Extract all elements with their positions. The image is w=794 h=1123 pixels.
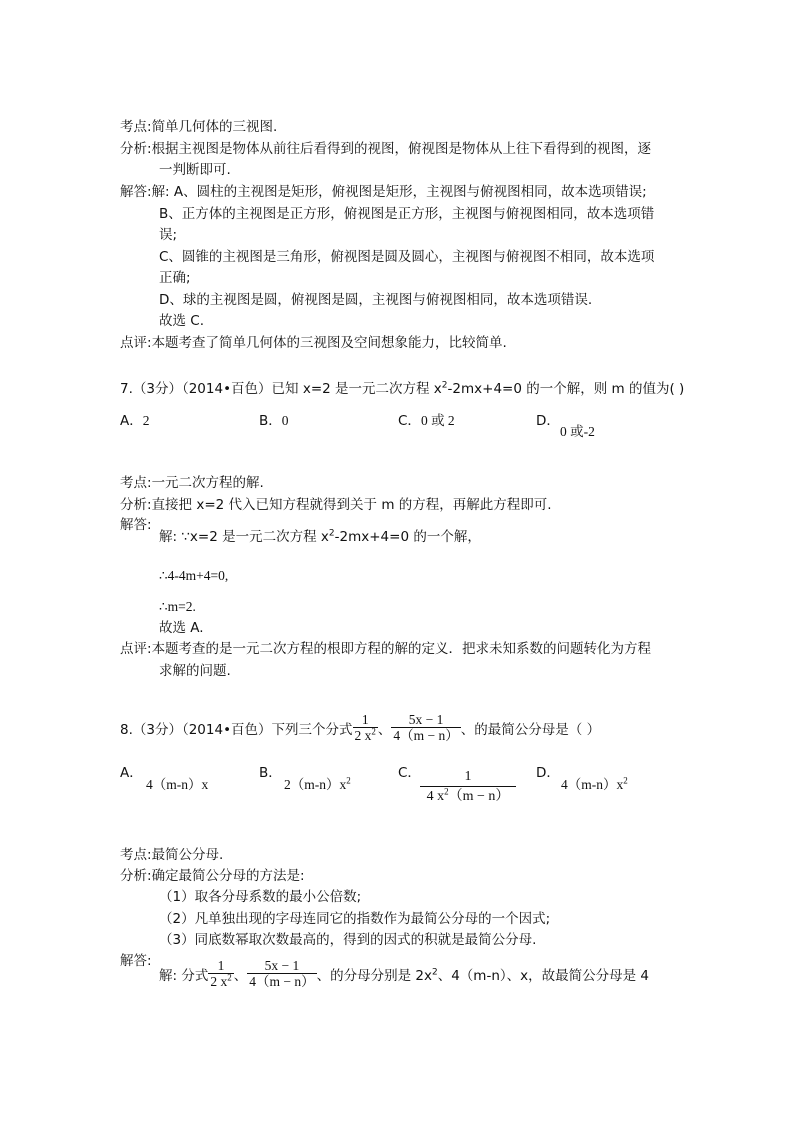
- q7-option-label: B．: [259, 413, 282, 429]
- q8-jieda-fraction-2: [247, 958, 316, 990]
- q6-jieda-line: 误;: [159, 227, 178, 243]
- q7-dianping-line1: 本题考查的是一元二次方程的根即方程的解的定义．把求未知系数的问题转化为方程: [151, 641, 652, 657]
- q7-fenxi-text: 直接把 x=2 代入已知方程就得到关于 m 的方程，再解此方程即可.: [151, 497, 552, 513]
- q8-frac1-den-base: 2 x: [354, 728, 372, 743]
- q8-jieda-frac1-numerator: 1: [217, 958, 225, 973]
- q8-jieda-separator: 、: [316, 968, 331, 984]
- q7-option-b[interactable]: [259, 412, 289, 430]
- q8-jieda-separator: 、: [233, 968, 248, 984]
- q7-option-value: 0: [281, 413, 289, 428]
- q7-jieda-line1-prefix: 解: ∵x=2 是一元二次方程 x: [159, 529, 329, 545]
- q7-option-d-value: 0 或-2: [560, 424, 595, 439]
- q7-option-c[interactable]: [398, 412, 455, 430]
- q8-kaodian-text: 最简公分母.: [151, 847, 224, 863]
- q8-option-d-label[interactable]: D．: [536, 765, 560, 781]
- q6-jieda-line: 正确;: [159, 270, 191, 286]
- q7-option-value: 2: [142, 413, 150, 428]
- q8-jieda-prefix: 解: 分式: [159, 968, 209, 984]
- q8-option-d-base: 4（m-n）x: [561, 777, 624, 792]
- q7-jieda-line1: [159, 528, 481, 546]
- q7-kaodian-label: 考点:: [120, 475, 152, 491]
- q8-option-d-exp: 2: [623, 775, 628, 786]
- q6-fenxi-line1: 根据主视图是物体从前往后看得到的视图，俯视图是物体从上往下看得到的视图，逐: [151, 141, 652, 157]
- q8-separator: 、: [377, 722, 392, 738]
- q8-jieda-fraction-1: [208, 958, 233, 990]
- q6-dianping-label: 点评:: [120, 335, 152, 351]
- q8-jieda-suffix: 、4（m-n）、x，故最简公分母是 4: [437, 968, 649, 984]
- q6-jieda-line: C、圆锥的主视图是三角形，俯视图是圆及圆心，主视图与俯视图不相同，故本选项: [159, 249, 655, 265]
- q8-option-c-den-suffix: （m − n）: [448, 789, 510, 804]
- q6-dianping-text: 本题考查了简单几何体的三视图及空间想象能力，比较简单.: [151, 335, 507, 351]
- q6-jieda-label: 解答:: [120, 184, 152, 200]
- q7-stem: [120, 380, 684, 398]
- q8-kaodian: [120, 846, 223, 864]
- q8-option-c-fraction: [420, 768, 516, 807]
- q8-stem-prefix: 8.（3分）（2014•百色）下列三个分式: [120, 722, 353, 738]
- q7-option-label: C．: [398, 413, 421, 429]
- q7-jieda-exponent: 2: [328, 528, 335, 539]
- q7-option-label: D．: [536, 413, 560, 429]
- q8-jieda-frac2-denominator: 4（m − n）: [249, 974, 315, 989]
- q8-jieda-mid-exp: 2: [431, 967, 438, 978]
- q8-option-a-value: 4（m-n）x: [146, 777, 209, 792]
- q8-fraction-1: [353, 712, 378, 744]
- q7-stem-suffix: -2mx+4=0 的一个解，则 m 的值为( ): [447, 381, 685, 397]
- q8-option-a-label[interactable]: A．: [120, 765, 143, 781]
- q7-jieda-line4: 故选 A.: [159, 620, 204, 636]
- q8-jieda-mid: 的分母分别是 2x: [330, 968, 432, 984]
- q7-jieda-line3: ∴m=2.: [159, 599, 196, 614]
- q8-option-d-value: [561, 776, 628, 794]
- q7-fenxi-label: 分析:: [120, 497, 152, 513]
- q6-jieda-line: B、正方体的主视图是正方形，俯视图是正方形，主视图与俯视图相同，故本选项错: [159, 206, 655, 222]
- q7-option-a[interactable]: [120, 412, 150, 430]
- q6-dianping: [120, 334, 507, 352]
- q6-fenxi: [120, 140, 651, 158]
- q8-jieda-frac1-den-exp: 2: [227, 972, 232, 983]
- q8-option-c-den-exp: 2: [444, 786, 449, 797]
- q8-stem-suffix: 、的最简公分母是（ ）: [460, 722, 601, 738]
- q8-fenxi-item: （1）取各分母系数的最小公倍数;: [159, 889, 362, 905]
- q8-option-b-exp: 2: [346, 775, 351, 786]
- q8-jieda-frac1-denominator: [208, 973, 233, 990]
- q6-kaodian-label: 考点:: [120, 119, 152, 135]
- q7-jieda-line1-suffix: -2mx+4=0 的一个解，: [334, 529, 481, 545]
- q8-option-c-denominator: [420, 786, 516, 807]
- q6-fenxi-label: 分析:: [120, 141, 152, 157]
- q8-kaodian-label: 考点:: [120, 847, 152, 863]
- q8-option-c-label[interactable]: C．: [398, 765, 421, 781]
- q8-fenxi-item: （3）同底数幂取次数最高的，得到的因式的积就是最简公分母.: [159, 932, 537, 948]
- q8-fenxi-text: 确定最简公分母的方法是:: [151, 868, 305, 884]
- q6-jieda-line: 故选 C.: [159, 313, 205, 329]
- q8-fraction-2: [391, 712, 460, 744]
- q8-option-b-base: 2（m-n）x: [284, 777, 347, 792]
- q8-jieda-frac2-numerator: 5x − 1: [264, 958, 300, 973]
- q8-frac2-denominator: 4（m − n）: [393, 728, 459, 743]
- q8-stem: [120, 712, 600, 752]
- q8-frac1-numerator: 1: [361, 712, 369, 727]
- q7-dianping-line2: 求解的问题.: [159, 663, 231, 679]
- q8-frac2-numerator: 5x − 1: [408, 712, 444, 727]
- q8-fenxi-item: （2）凡单独出现的字母连同它的指数作为最简公分母的一个因式;: [159, 911, 551, 927]
- q8-fenxi-label: 分析:: [120, 868, 152, 884]
- q7-stem-exponent: 2: [441, 380, 448, 391]
- q7-jieda-label: 解答:: [120, 517, 152, 533]
- q7-option-label: A．: [120, 413, 143, 429]
- q7-kaodian: [120, 474, 264, 492]
- q6-jieda: [120, 183, 647, 201]
- q8-jieda-line: [159, 958, 649, 998]
- q8-jieda-label: 解答:: [120, 953, 152, 969]
- q7-dianping-label: 点评:: [120, 641, 152, 657]
- q8-jieda-frac1-den-base: 2 x: [210, 974, 228, 989]
- q7-kaodian-text: 一元二次方程的解.: [151, 475, 264, 491]
- q7-dianping: [120, 640, 651, 658]
- q7-option-value: 0 或 2: [420, 413, 455, 428]
- q6-kaodian: [120, 118, 277, 136]
- q8-frac1-den-exp: 2: [371, 726, 376, 737]
- q8-option-c-numerator: 1: [464, 769, 472, 784]
- q7-option-d[interactable]: [536, 412, 560, 430]
- q6-kaodian-text: 简单几何体的三视图.: [151, 119, 278, 135]
- q7-jieda-line2: ∴4-4m+4=0,: [159, 568, 229, 583]
- q6-jieda-line: 解: A、圆柱的主视图是矩形，俯视图是矩形，主视图与俯视图相同，故本选项错误;: [151, 184, 647, 200]
- q8-option-b-value: [284, 776, 351, 794]
- q6-jieda-line: D、球的主视图是圆，俯视图是圆，主视图与俯视图相同，故本选项错误.: [159, 292, 593, 308]
- q8-fenxi: [120, 867, 305, 885]
- q8-frac1-denominator: [353, 727, 378, 744]
- q8-option-c-value: [420, 770, 516, 809]
- q8-option-b-label[interactable]: B．: [259, 765, 282, 781]
- q7-fenxi: [120, 496, 552, 514]
- q8-option-c-den-base: 4 x: [426, 789, 445, 804]
- q7-stem-prefix: 7.（3分）（2014•百色）已知 x=2 是一元二次方程 x: [120, 381, 442, 397]
- q6-fenxi-line2: 一判断即可.: [159, 162, 231, 178]
